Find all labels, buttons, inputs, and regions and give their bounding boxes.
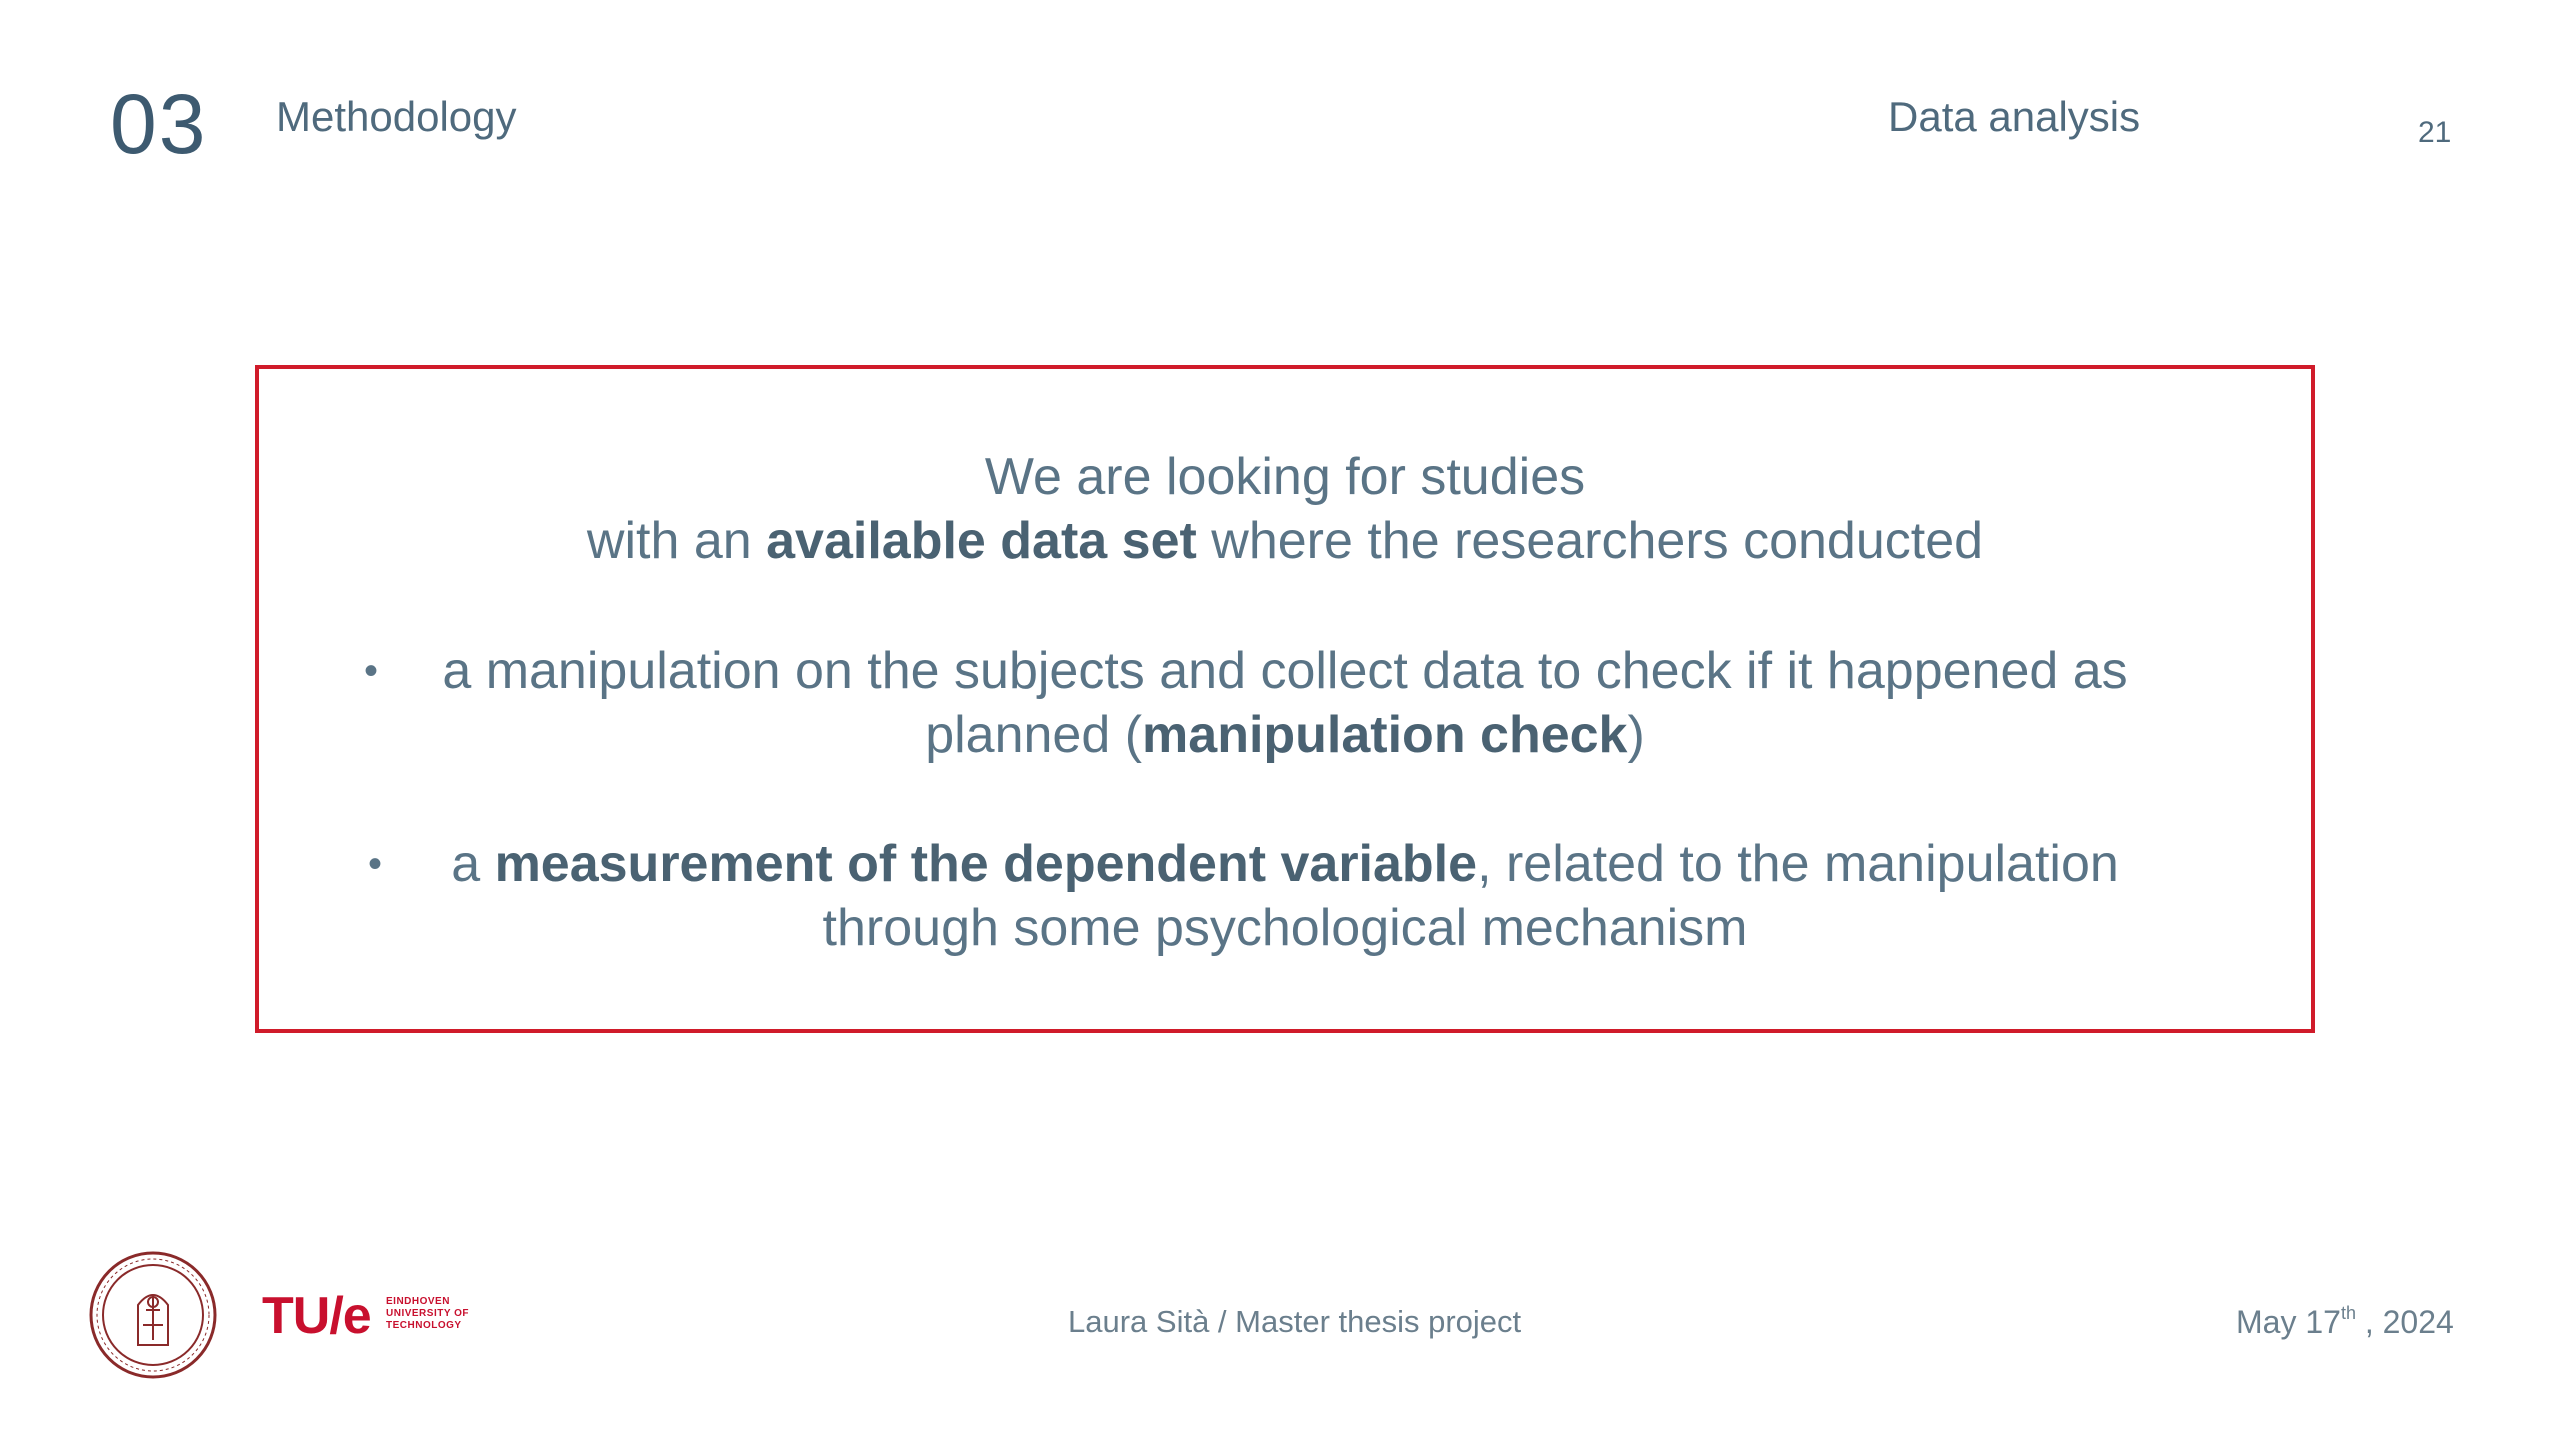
bullet-manipulation-check xyxy=(359,639,2211,767)
university-seal-logo xyxy=(88,1250,218,1380)
tue-sub-line-3: TECHNOLOGY xyxy=(386,1320,462,1331)
intro-line-2-bold: available data set xyxy=(766,512,1197,570)
tue-sub-line-2: UNIVERSITY OF xyxy=(386,1308,469,1319)
date-suffix: , 2024 xyxy=(2355,1304,2454,1340)
bullet-dependent-variable xyxy=(359,832,2211,960)
tue-subtitle xyxy=(386,1296,469,1332)
intro-text xyxy=(259,445,2311,573)
content-box xyxy=(255,365,2315,1033)
tue-logo xyxy=(262,1287,482,1345)
bullet-2-suffix: , related to the manipulation through some psychological mechanism xyxy=(822,835,2119,957)
date-prefix: May 17 xyxy=(2236,1304,2341,1340)
tue-mark: TU/e xyxy=(262,1287,371,1345)
intro-line-2-suffix: where the researchers conducted xyxy=(1196,512,1984,570)
page-number: 21 xyxy=(2418,116,2452,149)
section-title: Methodology xyxy=(276,93,517,140)
bullet-1-prefix: a manipulation on the subjects and collect data to check if it happened as planned ( xyxy=(442,642,2128,764)
bullet-dot: • xyxy=(364,649,379,693)
tue-sub-line-1: EINDHOVEN xyxy=(386,1296,450,1307)
bullet-2-prefix: a xyxy=(451,835,495,893)
bullet-1-bold: manipulation check xyxy=(1142,706,1628,764)
footer-author-project: Laura Sità / Master thesis project xyxy=(1068,1304,1522,1339)
intro-line-1: We are looking for studies xyxy=(984,448,1586,506)
topic-title: Data analysis xyxy=(1888,93,2141,140)
section-number: 03 xyxy=(110,77,208,171)
bullet-1-suffix: ) xyxy=(1627,706,1645,764)
bullet-2-bold: measurement of the dependent variable xyxy=(494,835,1478,893)
intro-line-2-prefix: with an xyxy=(586,512,767,570)
footer-date xyxy=(2236,1303,2454,1340)
bullet-dot: • xyxy=(368,842,383,886)
intro-line-2 xyxy=(259,509,2311,573)
date-sup: th xyxy=(2340,1303,2356,1323)
